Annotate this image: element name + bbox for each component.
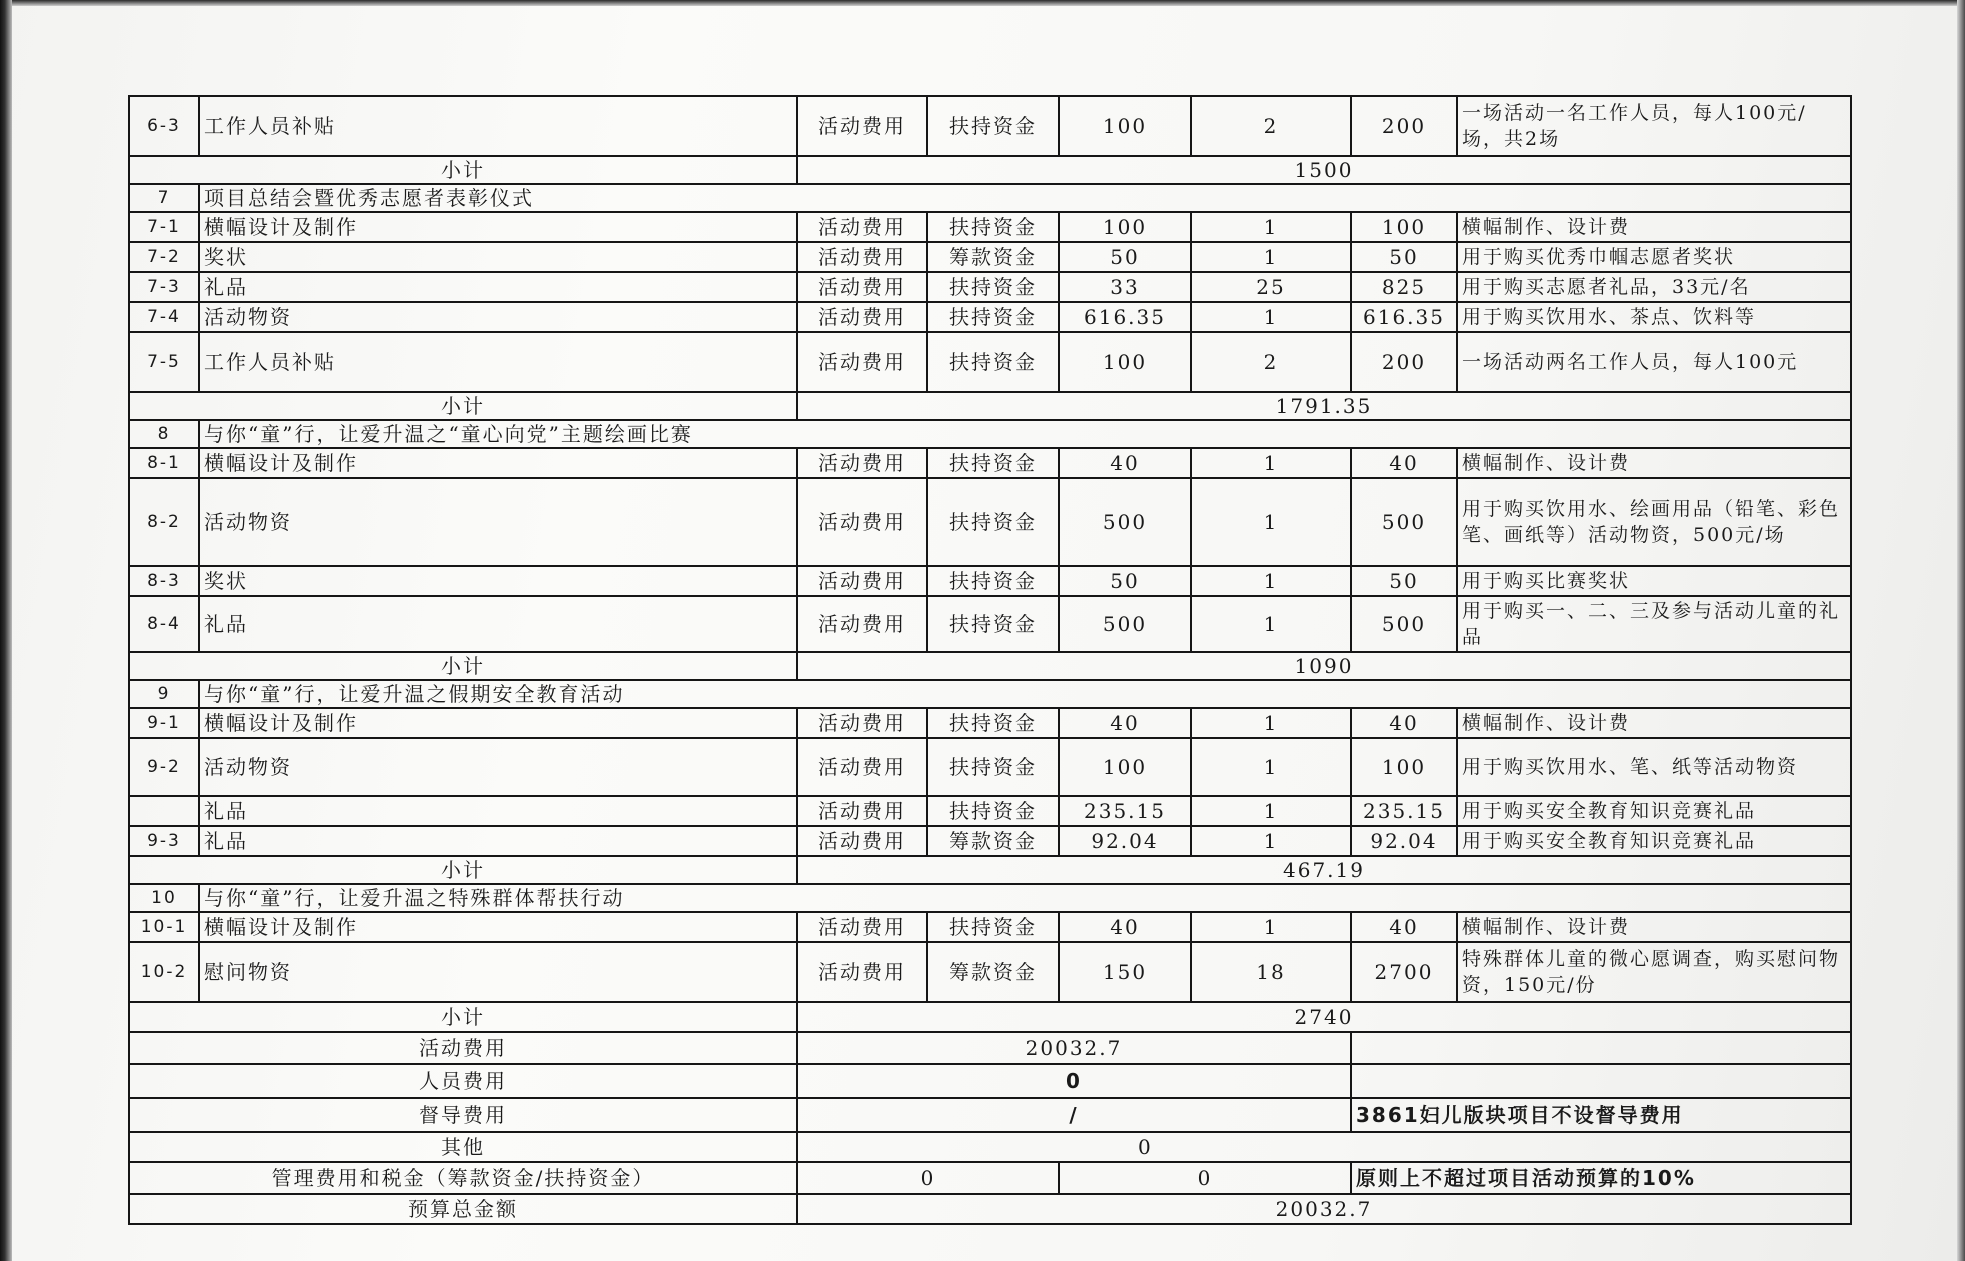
item-category: 活动费用	[797, 826, 927, 856]
item-code: 7-1	[129, 212, 199, 242]
item-quantity: 1	[1191, 566, 1351, 596]
item-amount: 2700	[1351, 942, 1457, 1002]
item-note: 用于购买安全教育知识竞赛礼品	[1457, 826, 1851, 856]
page-right-shadow	[1957, 0, 1965, 1261]
section-title: 项目总结会暨优秀志愿者表彰仪式	[199, 184, 1851, 212]
subtotal-row	[129, 652, 1851, 680]
item-name: 工作人员补贴	[199, 332, 797, 392]
section-code: 9	[129, 680, 199, 708]
item-note: 一场活动一名工作人员，每人100元/场，共2场	[1457, 96, 1851, 156]
item-unit-price: 100	[1059, 212, 1191, 242]
item-amount: 92.04	[1351, 826, 1457, 856]
item-name: 横幅设计及制作	[199, 708, 797, 738]
budget-item-row	[129, 242, 1851, 272]
item-quantity: 1	[1191, 302, 1351, 332]
item-code: 8-4	[129, 596, 199, 652]
summary-value: 20032.7	[797, 1194, 1851, 1224]
item-quantity: 1	[1191, 708, 1351, 738]
item-quantity: 1	[1191, 738, 1351, 796]
item-amount: 50	[1351, 566, 1457, 596]
item-category: 活动费用	[797, 942, 927, 1002]
item-amount: 200	[1351, 96, 1457, 156]
item-code: 9-3	[129, 826, 199, 856]
budget-item-row	[129, 796, 1851, 826]
item-name: 礼品	[199, 596, 797, 652]
summary-note: 3861妇儿版块项目不设督导费用	[1351, 1098, 1851, 1132]
item-code: 7-4	[129, 302, 199, 332]
summary-row-other	[129, 1132, 1851, 1162]
budget-rows	[129, 96, 1851, 1032]
item-fund-source: 扶持资金	[927, 212, 1059, 242]
budget-item-row	[129, 478, 1851, 566]
section-title: 与你“童”行，让爱升温之“童心向党”主题绘画比赛	[199, 420, 1851, 448]
budget-item-row	[129, 212, 1851, 242]
summary-row-mgmt	[129, 1162, 1851, 1194]
summary-value-supported: 0	[1059, 1162, 1351, 1194]
summary-label: 活动费用	[129, 1032, 797, 1064]
item-fund-source: 扶持资金	[927, 448, 1059, 478]
budget-item-row	[129, 826, 1851, 856]
item-name: 横幅设计及制作	[199, 912, 797, 942]
item-note: 用于购买安全教育知识竞赛礼品	[1457, 796, 1851, 826]
budget-item-row	[129, 942, 1851, 1002]
section-header-row	[129, 184, 1851, 212]
item-name: 礼品	[199, 796, 797, 826]
item-code: 8-1	[129, 448, 199, 478]
item-amount: 500	[1351, 478, 1457, 566]
item-quantity: 2	[1191, 96, 1351, 156]
summary-value: /	[797, 1098, 1351, 1132]
item-fund-source: 扶持资金	[927, 912, 1059, 942]
section-header-row	[129, 420, 1851, 448]
item-quantity: 1	[1191, 478, 1351, 566]
section-title: 与你“童”行，让爱升温之假期安全教育活动	[199, 680, 1851, 708]
item-code: 10-2	[129, 942, 199, 1002]
subtotal-value: 1791.35	[797, 392, 1851, 420]
item-fund-source: 筹款资金	[927, 242, 1059, 272]
item-unit-price: 40	[1059, 448, 1191, 478]
item-name: 横幅设计及制作	[199, 212, 797, 242]
subtotal-row	[129, 1002, 1851, 1032]
page-left-shadow	[0, 0, 12, 1261]
item-fund-source: 扶持资金	[927, 332, 1059, 392]
item-note: 用于购买一、二、三及参与活动儿童的礼品	[1457, 596, 1851, 652]
summary-label: 管理费用和税金（筹款资金/扶持资金）	[129, 1162, 797, 1194]
item-category: 活动费用	[797, 912, 927, 942]
item-fund-source: 扶持资金	[927, 272, 1059, 302]
summary-note	[1351, 1032, 1851, 1064]
item-unit-price: 100	[1059, 332, 1191, 392]
item-fund-source: 扶持资金	[927, 478, 1059, 566]
budget-item-row	[129, 738, 1851, 796]
item-fund-source: 扶持资金	[927, 738, 1059, 796]
item-unit-price: 616.35	[1059, 302, 1191, 332]
item-note: 横幅制作、设计费	[1457, 212, 1851, 242]
subtotal-row	[129, 392, 1851, 420]
item-code: 7-2	[129, 242, 199, 272]
subtotal-value: 2740	[797, 1002, 1851, 1032]
item-name: 慰问物资	[199, 942, 797, 1002]
item-category: 活动费用	[797, 478, 927, 566]
item-note: 用于购买优秀巾帼志愿者奖状	[1457, 242, 1851, 272]
item-category: 活动费用	[797, 302, 927, 332]
section-header-row	[129, 680, 1851, 708]
budget-item-row	[129, 302, 1851, 332]
item-quantity: 2	[1191, 332, 1351, 392]
subtotal-value: 1090	[797, 652, 1851, 680]
item-name: 工作人员补贴	[199, 96, 797, 156]
budget-item-row	[129, 596, 1851, 652]
item-fund-source: 筹款资金	[927, 942, 1059, 1002]
item-code: 9-2	[129, 738, 199, 796]
item-name: 礼品	[199, 826, 797, 856]
item-amount: 500	[1351, 596, 1457, 652]
section-code: 10	[129, 884, 199, 912]
page-top-shadow	[0, 0, 1965, 6]
budget-item-row	[129, 272, 1851, 302]
summary-value: 0	[797, 1132, 1851, 1162]
section-title: 与你“童”行，让爱升温之特殊群体帮扶行动	[199, 884, 1851, 912]
item-fund-source: 扶持资金	[927, 96, 1059, 156]
item-category: 活动费用	[797, 212, 927, 242]
item-note: 用于购买比赛奖状	[1457, 566, 1851, 596]
item-code	[129, 796, 199, 826]
subtotal-label: 小计	[129, 652, 797, 680]
item-quantity: 1	[1191, 596, 1351, 652]
summary-label: 督导费用	[129, 1098, 797, 1132]
item-quantity: 1	[1191, 796, 1351, 826]
budget-item-row	[129, 96, 1851, 156]
item-name: 活动物资	[199, 738, 797, 796]
item-code: 10-1	[129, 912, 199, 942]
item-quantity: 1	[1191, 912, 1351, 942]
budget-table	[128, 95, 1852, 1225]
item-note: 横幅制作、设计费	[1457, 912, 1851, 942]
subtotal-row	[129, 856, 1851, 884]
summary-row-activity	[129, 1032, 1851, 1064]
budget-item-row	[129, 912, 1851, 942]
item-unit-price: 100	[1059, 96, 1191, 156]
item-name: 活动物资	[199, 478, 797, 566]
item-amount: 235.15	[1351, 796, 1457, 826]
item-fund-source: 筹款资金	[927, 826, 1059, 856]
budget-item-row	[129, 448, 1851, 478]
item-amount: 100	[1351, 212, 1457, 242]
item-unit-price: 500	[1059, 478, 1191, 566]
budget-item-row	[129, 708, 1851, 738]
summary-note	[1351, 1064, 1851, 1098]
item-category: 活动费用	[797, 796, 927, 826]
item-quantity: 25	[1191, 272, 1351, 302]
subtotal-label: 小计	[129, 1002, 797, 1032]
budget-summary	[129, 1032, 1851, 1224]
item-category: 活动费用	[797, 448, 927, 478]
item-amount: 40	[1351, 912, 1457, 942]
item-code: 8-3	[129, 566, 199, 596]
budget-item-row	[129, 566, 1851, 596]
item-unit-price: 500	[1059, 596, 1191, 652]
item-unit-price: 33	[1059, 272, 1191, 302]
item-code: 7-5	[129, 332, 199, 392]
item-note: 一场活动两名工作人员，每人100元	[1457, 332, 1851, 392]
item-amount: 50	[1351, 242, 1457, 272]
item-quantity: 1	[1191, 242, 1351, 272]
item-category: 活动费用	[797, 332, 927, 392]
item-fund-source: 扶持资金	[927, 302, 1059, 332]
item-category: 活动费用	[797, 96, 927, 156]
item-code: 9-1	[129, 708, 199, 738]
item-unit-price: 100	[1059, 738, 1191, 796]
summary-value: 0	[797, 1064, 1351, 1098]
summary-label: 人员费用	[129, 1064, 797, 1098]
item-note: 横幅制作、设计费	[1457, 448, 1851, 478]
item-name: 礼品	[199, 272, 797, 302]
item-code: 7-3	[129, 272, 199, 302]
item-note: 用于购买志愿者礼品，33元/名	[1457, 272, 1851, 302]
item-amount: 200	[1351, 332, 1457, 392]
item-unit-price: 50	[1059, 566, 1191, 596]
item-quantity: 1	[1191, 826, 1351, 856]
item-unit-price: 50	[1059, 242, 1191, 272]
item-fund-source: 扶持资金	[927, 708, 1059, 738]
item-unit-price: 40	[1059, 708, 1191, 738]
summary-value: 20032.7	[797, 1032, 1351, 1064]
item-amount: 616.35	[1351, 302, 1457, 332]
item-category: 活动费用	[797, 596, 927, 652]
subtotal-value: 467.19	[797, 856, 1851, 884]
item-fund-source: 扶持资金	[927, 596, 1059, 652]
item-name: 奖状	[199, 242, 797, 272]
item-fund-source: 扶持资金	[927, 566, 1059, 596]
item-note: 用于购买饮用水、茶点、饮料等	[1457, 302, 1851, 332]
item-unit-price: 235.15	[1059, 796, 1191, 826]
summary-label: 预算总金额	[129, 1194, 797, 1224]
item-category: 活动费用	[797, 242, 927, 272]
summary-row-supervision	[129, 1098, 1851, 1132]
subtotal-label: 小计	[129, 392, 797, 420]
item-note: 横幅制作、设计费	[1457, 708, 1851, 738]
item-name: 活动物资	[199, 302, 797, 332]
summary-row-total	[129, 1194, 1851, 1224]
item-category: 活动费用	[797, 272, 927, 302]
subtotal-value: 1500	[797, 156, 1851, 184]
item-unit-price: 150	[1059, 942, 1191, 1002]
item-quantity: 1	[1191, 212, 1351, 242]
item-name: 横幅设计及制作	[199, 448, 797, 478]
item-amount: 40	[1351, 708, 1457, 738]
item-category: 活动费用	[797, 738, 927, 796]
subtotal-label: 小计	[129, 156, 797, 184]
item-category: 活动费用	[797, 566, 927, 596]
item-note: 特殊群体儿童的微心愿调查，购买慰问物资，150元/份	[1457, 942, 1851, 1002]
subtotal-label: 小计	[129, 856, 797, 884]
section-code: 8	[129, 420, 199, 448]
summary-row-personnel	[129, 1064, 1851, 1098]
item-fund-source: 扶持资金	[927, 796, 1059, 826]
item-code: 8-2	[129, 478, 199, 566]
item-note: 用于购买饮用水、绘画用品（铅笔、彩色笔、画纸等）活动物资，500元/场	[1457, 478, 1851, 566]
item-unit-price: 40	[1059, 912, 1191, 942]
summary-label: 其他	[129, 1132, 797, 1162]
section-header-row	[129, 884, 1851, 912]
item-note: 用于购买饮用水、笔、纸等活动物资	[1457, 738, 1851, 796]
item-category: 活动费用	[797, 708, 927, 738]
summary-note: 原则上不超过项目活动预算的10%	[1351, 1162, 1851, 1194]
item-quantity: 1	[1191, 448, 1351, 478]
budget-item-row	[129, 332, 1851, 392]
item-amount: 40	[1351, 448, 1457, 478]
item-amount: 825	[1351, 272, 1457, 302]
item-unit-price: 92.04	[1059, 826, 1191, 856]
item-amount: 100	[1351, 738, 1457, 796]
summary-value-fundraised: 0	[797, 1162, 1059, 1194]
section-code: 7	[129, 184, 199, 212]
item-name: 奖状	[199, 566, 797, 596]
subtotal-row	[129, 156, 1851, 184]
item-quantity: 18	[1191, 942, 1351, 1002]
item-code: 6-3	[129, 96, 199, 156]
